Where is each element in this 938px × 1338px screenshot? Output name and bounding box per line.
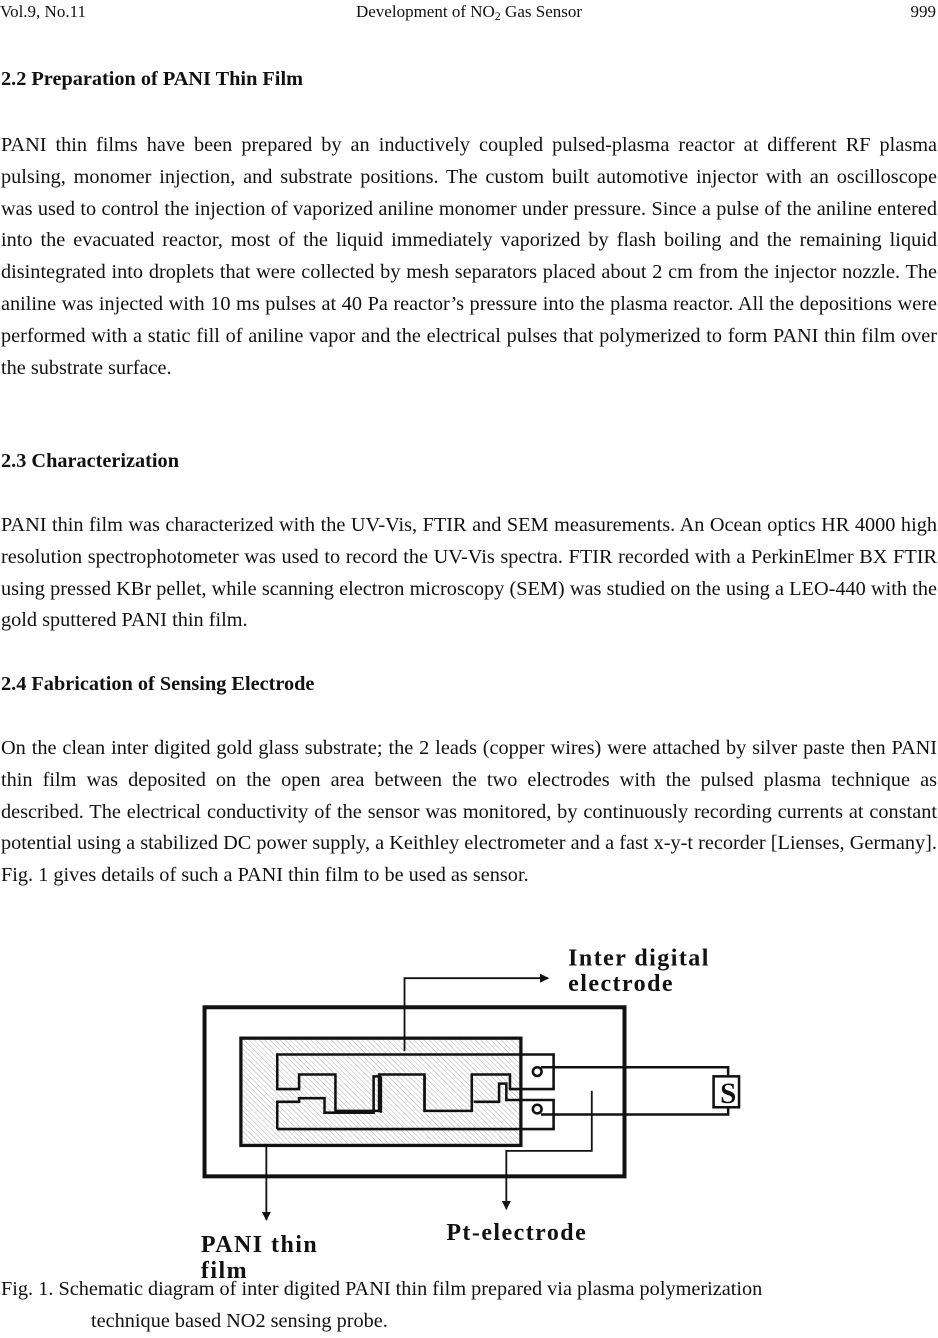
running-header-title — [0, 0, 938, 24]
section-paragraph-2-2: PANI thin films have been prepared by an inductively coupled pulsed-plasma reactor at different RF plasma pulsing, monomer injection, and substrate positions. The custom built automotive injector with an oscilloscope was used to control the injection of vaporized aniline monomer under pressure. Since a pulse of the aniline entered into the evacuated reactor, most of the liquid immediately vaporized by flash boiling and the remaining liquid disintegrated into droplets that were collected by mesh separators placed about 2 cm from the injector nozzle. The aniline was injected with 10 ms pulses at 40 Pa reactor’s pressure into the plasma reactor. All the depositions were performed with a static fill of aniline vapor and the electrical pulses that polymerized to form PANI thin film over the substrate surface. — [1, 134, 937, 379]
inter-digital-label-2: electrode — [568, 970, 675, 997]
page-number: 999 — [910, 2, 936, 21]
caption-line-2: technique based NO2 sensing probe. — [91, 1309, 388, 1332]
inter-digital-label-1: Inter digital — [568, 945, 710, 972]
pani-label-1: PANI thin — [200, 1231, 319, 1258]
pani-label-2: film — [200, 1258, 249, 1285]
title-text: Development of NO — [355, 2, 495, 21]
section-paragraph-2-4: On the clean inter digited gold glass substrate; the 2 leads (copper wires) were attached by silver paste then PANI thin film was deposited on the open area between the two electrodes with the pulsed plasma technique as described. The electrical conductivity of the sensor was monitored, by continuously recording currents at constant potential using a stabilized DC power supply, a Keithley electrometer and a fast x-y-t recorder [Lienses, Germany]. Fig. 1 gives details of such a PANI thin film to be used as sensor. — [1, 737, 937, 887]
title-text-end: Gas Sensor — [500, 2, 583, 21]
running-header-volume: Vol.9, No.11 — [0, 2, 86, 21]
terminal-bottom — [533, 1105, 542, 1114]
pt-electrode-label: Pt-electrode — [446, 1219, 588, 1246]
section-paragraph-2-3: PANI thin film was characterized with the UV-Vis, FTIR and SEM measurements. An Ocean optics HR 4000 high resolution spectrophotometer was used to record the UV-Vis spectra. FTIR recorded with a PerkinElmer BX FTIR using pressed KBr pellet, while scanning electron microscopy (SEM) was studied on the using a LEO-440 with the gold sputtered PANI thin film. — [1, 514, 937, 632]
wire-top — [541, 1067, 728, 1076]
wire-bottom — [541, 1107, 728, 1114]
section-heading-2-2: 2.2 Preparation of PANI Thin Film — [1, 68, 303, 90]
section-heading-2-4: 2.4 Fabrication of Sensing Electrode — [1, 673, 315, 695]
section-heading-2-3: 2.3 Characterization — [1, 450, 179, 472]
sensor-schematic-diagram — [190, 940, 760, 1285]
figure-caption — [1, 1274, 937, 1338]
title-subscript: 2 — [494, 9, 501, 23]
source-label: S — [720, 1077, 737, 1110]
caption-line-1: Fig. 1. Schematic diagram of inter digited PANI thin film prepared via plasma polymerization — [1, 1278, 763, 1300]
